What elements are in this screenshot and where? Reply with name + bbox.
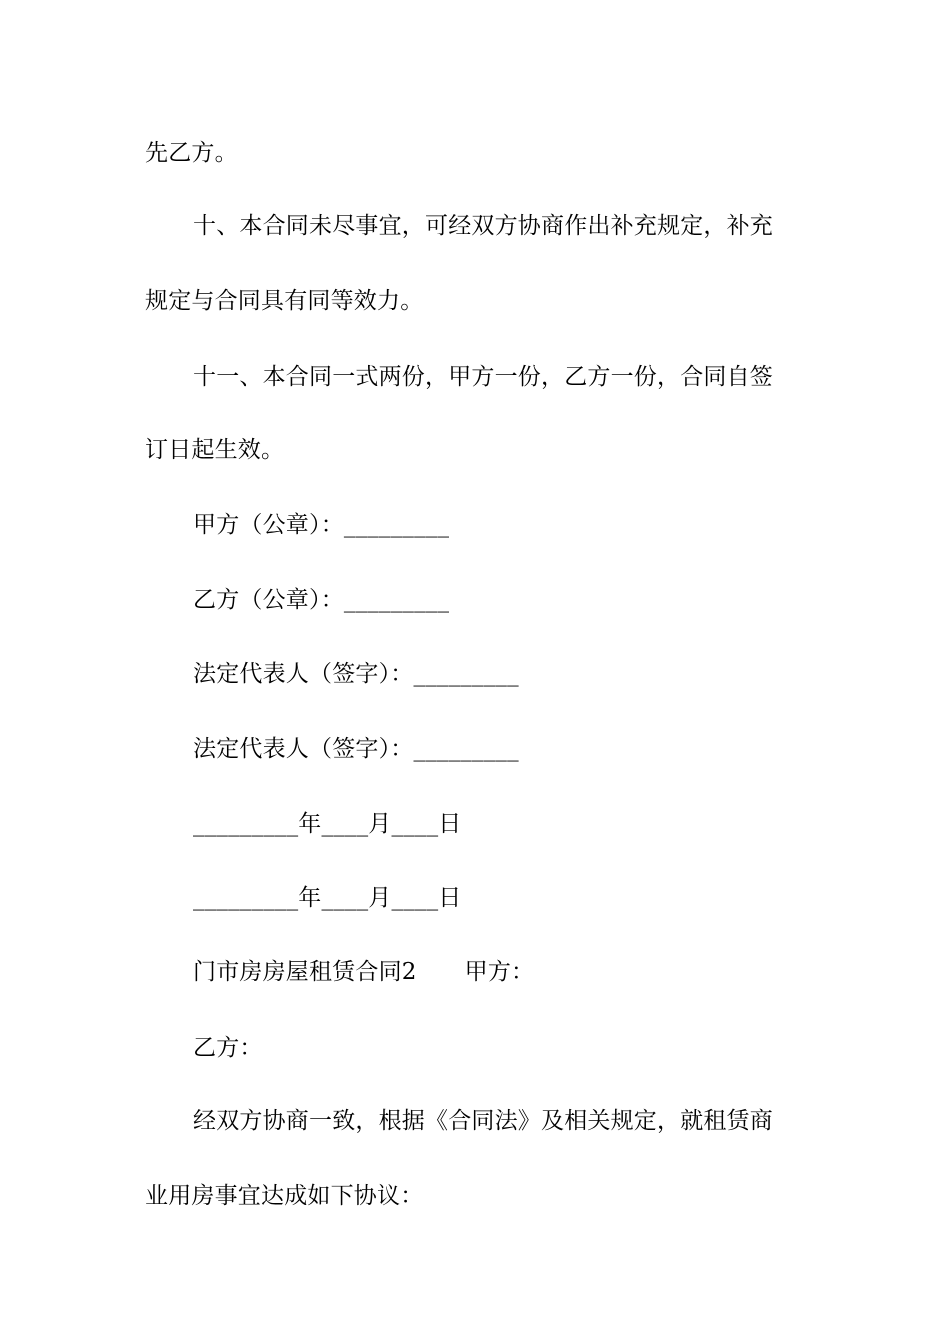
agreement-intro-line-1: 经双方协商一致，根据《合同法》及相关规定，就租赁商 bbox=[193, 1108, 773, 1134]
legal-rep-signature-line-2: 法定代表人（签字）：_________ bbox=[193, 736, 519, 762]
date-line-2: _________年____月____日 bbox=[193, 885, 462, 911]
contract-title-line bbox=[193, 957, 858, 987]
clause-10-line-1: 十、本合同未尽事宜，可经双方协商作出补充规定，补充 bbox=[193, 213, 773, 239]
party-a-seal-line: 甲方（公章）：_________ bbox=[193, 512, 450, 538]
party-a-label: 甲方： bbox=[464, 959, 535, 985]
party-b-seal-line: 乙方（公章）：_________ bbox=[193, 587, 450, 613]
party-b-label: 乙方： bbox=[193, 1035, 263, 1061]
clause-11-line-1: 十一、本合同一式两份，甲方一份，乙方一份，合同自签 bbox=[193, 364, 773, 390]
clause-11-line-2: 订日起生效。 bbox=[145, 437, 285, 463]
agreement-intro-line-2: 业用房事宜达成如下协议： bbox=[145, 1183, 424, 1209]
date-line-1: _________年____月____日 bbox=[193, 811, 462, 837]
clause-10-line-2: 规定与合同具有同等效力。 bbox=[145, 288, 424, 314]
text-line: 先乙方。 bbox=[145, 140, 238, 166]
legal-rep-signature-line-1: 法定代表人（签字）：_________ bbox=[193, 661, 519, 687]
contract-title: 门市房房屋租赁合同2 bbox=[193, 959, 417, 985]
